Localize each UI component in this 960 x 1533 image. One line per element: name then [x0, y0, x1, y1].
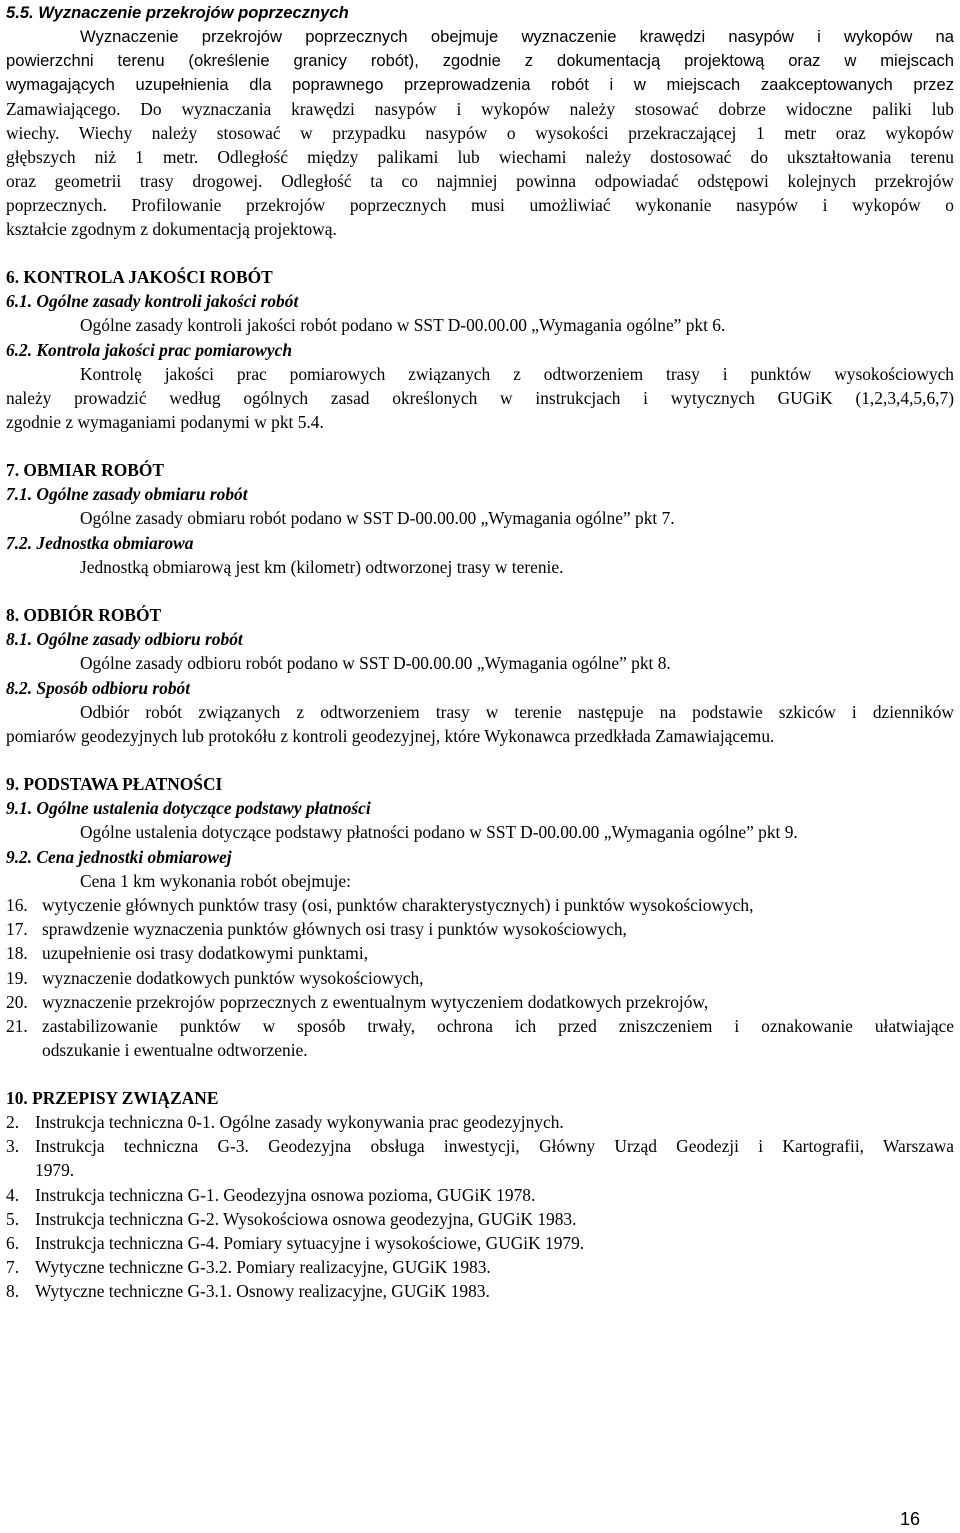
list-item: wyznaczenie przekrojów poprzecznych z ewentualnym wytyczeniem dodatkowych przekrojów, — [42, 992, 709, 1012]
subsection-heading-9-2: 9.2. Cena jednostki obmiarowej — [6, 847, 232, 867]
subsection-heading-7-1: 7.1. Ogólne zasady obmiaru robót — [6, 484, 248, 504]
paragraph-line: należy prowadzić według ogólnych zasad określonych w instrukcjach i wytycznych GUGiK (1,2,3,4,5,6,7) — [6, 388, 954, 408]
list-item-number: 16. — [6, 895, 28, 915]
subsection-heading-6-1: 6.1. Ogólne zasady kontroli jakości robót — [6, 291, 299, 311]
list-item: wyznaczenie dodatkowych punktów wysokościowych, — [42, 968, 424, 988]
reference-item: Wytyczne techniczne G-3.1. Osnowy realizacyjne, GUGiK 1983. — [35, 1281, 490, 1301]
list-item-continuation: odszukanie i ewentualne odtworzenie. — [42, 1040, 308, 1060]
paragraph-line: Ogólne zasady odbioru robót podano w SST D-00.00.00 „Wymagania ogólne” pkt 8. — [80, 653, 671, 673]
reference-item: Instrukcja techniczna G-1. Geodezyjna osnowa pozioma, GUGiK 1978. — [35, 1185, 536, 1205]
reference-item: Instrukcja techniczna 0-1. Ogólne zasady wykonywania prac geodezyjnych. — [35, 1112, 564, 1132]
list-item-number: 17. — [6, 919, 28, 939]
reference-number: 3. — [6, 1136, 20, 1156]
paragraph-line: zgodnie z wymaganiami podanymi w pkt 5.4. — [6, 412, 324, 432]
chapter-title-9: 9. PODSTAWA PŁATNOŚCI — [6, 774, 223, 794]
chapter-title-8: 8. ODBIÓR ROBÓT — [6, 605, 162, 625]
paragraph-line: Jednostką obmiarową jest km (kilometr) odtworzonej trasy w terenie. — [80, 557, 564, 577]
paragraph-line: Cena 1 km wykonania robót obejmuje: — [80, 871, 351, 891]
page-number: 16 — [899, 1509, 920, 1529]
paragraph-line: Zamawiającego. Do wyznaczania krawędzi nasypów i wykopów należy stosować dobrze widoczne paliki lub — [6, 99, 954, 119]
subsection-heading-6-2: 6.2. Kontrola jakości prac pomiarowych — [6, 340, 292, 360]
section-heading-5-5: 5.5. Wyznaczenie przekrojów poprzecznych — [6, 3, 349, 22]
list-item-number: 19. — [6, 968, 28, 988]
paragraph-line: wymagających uzupełnienia dla poprawnego przeprowadzenia robót i w miejscach zaakceptowanych przez — [6, 75, 954, 94]
paragraph-line: wiechy. Wiechy należy stosować w przypadku nasypów o wysokości przekraczającej 1 metr oraz wykopów — [6, 123, 954, 143]
list-item-number: 18. — [6, 943, 28, 963]
list-item: zastabilizowanie punktów w sposób trwały, ochrona ich przed zniszczeniem i oznakowanie ułatwiające — [42, 1016, 954, 1036]
paragraph-line: poprzecznych. Profilowanie przekrojów poprzecznych musi umożliwiać wykonanie nasypów i wykopów o — [6, 195, 954, 215]
reference-item: Instrukcja techniczna G-2. Wysokościowa osnowa geodezyjna, GUGiK 1983. — [35, 1209, 577, 1229]
list-item-number: 21. — [6, 1016, 28, 1036]
reference-number: 7. — [6, 1257, 20, 1277]
paragraph-line: Ogólne zasady kontroli jakości robót podano w SST D-00.00.00 „Wymagania ogólne” pkt 6. — [80, 315, 726, 335]
reference-number: 5. — [6, 1209, 20, 1229]
paragraph-line: głębszych niż 1 metr. Odległość między palikami lub wiechami należy dostosować do ukształtowania terenu — [6, 147, 954, 167]
subsection-heading-8-2: 8.2. Sposób odbioru robót — [6, 678, 191, 698]
paragraph-line: oraz geometrii trasy drogowej. Odległość ta co najmniej powinna odpowiadać odstępowi kolejnych przekrojów — [6, 171, 954, 191]
reference-item: Instrukcja techniczna G-3. Geodezyjna obsługa inwestycji, Główny Urząd Geodezji i Kartografii, Warszawa — [35, 1136, 954, 1156]
paragraph-line: Kontrolę jakości prac pomiarowych związanych z odtworzeniem trasy i punktów wysokościowych — [80, 364, 954, 384]
paragraph-line: Odbiór robót związanych z odtworzeniem trasy w terenie następuje na podstawie szkiców i dzienników — [80, 702, 954, 722]
paragraph-line: kształcie zgodnym z dokumentacją projektową. — [6, 219, 337, 239]
paragraph-line: Ogólne ustalenia dotyczące podstawy płatności podano w SST D-00.00.00 „Wymagania ogólne” pkt 9. — [80, 822, 798, 842]
reference-item: Wytyczne techniczne G-3.2. Pomiary realizacyjne, GUGiK 1983. — [35, 1257, 491, 1277]
subsection-heading-7-2: 7.2. Jednostka obmiarowa — [6, 533, 194, 553]
paragraph-line: powierzchni terenu (określenie granicy robót), zgodnie z dokumentacją projektową oraz w miejscach — [6, 51, 954, 70]
paragraph-line: Ogólne zasady obmiaru robót podano w SST D-00.00.00 „Wymagania ogólne” pkt 7. — [80, 508, 675, 528]
list-item: sprawdzenie wyznaczenia punktów głównych osi trasy i punktów wysokościowych, — [42, 919, 627, 939]
chapter-title-6: 6. KONTROLA JAKOŚCI ROBÓT — [6, 267, 273, 287]
subsection-heading-9-1: 9.1. Ogólne ustalenia dotyczące podstawy płatności — [6, 798, 371, 818]
paragraph-line: Wyznaczenie przekrojów poprzecznych obejmuje wyznaczenie krawędzi nasypów i wykopów na — [80, 27, 954, 46]
chapter-title-7: 7. OBMIAR ROBÓT — [6, 460, 164, 480]
reference-number: 8. — [6, 1281, 20, 1301]
reference-number: 4. — [6, 1185, 20, 1205]
list-item: wytyczenie głównych punktów trasy (osi, punktów charakterystycznych) i punktów wysokościowych, — [42, 895, 754, 915]
reference-number: 6. — [6, 1233, 20, 1253]
reference-item: Instrukcja techniczna G-4. Pomiary sytuacyjne i wysokościowe, GUGiK 1979. — [35, 1233, 585, 1253]
reference-item-continuation: 1979. — [35, 1160, 75, 1180]
list-item: uzupełnienie osi trasy dodatkowymi punktami, — [42, 943, 369, 963]
paragraph-line: pomiarów geodezyjnych lub protokółu z kontroli geodezyjnej, które Wykonawca przedkłada Zamawiającemu. — [6, 726, 775, 746]
reference-number: 2. — [6, 1112, 20, 1132]
chapter-title-10: 10. PRZEPISY ZWIĄZANE — [6, 1088, 219, 1108]
subsection-heading-8-1: 8.1. Ogólne zasady odbioru robót — [6, 629, 243, 649]
list-item-number: 20. — [6, 992, 28, 1012]
